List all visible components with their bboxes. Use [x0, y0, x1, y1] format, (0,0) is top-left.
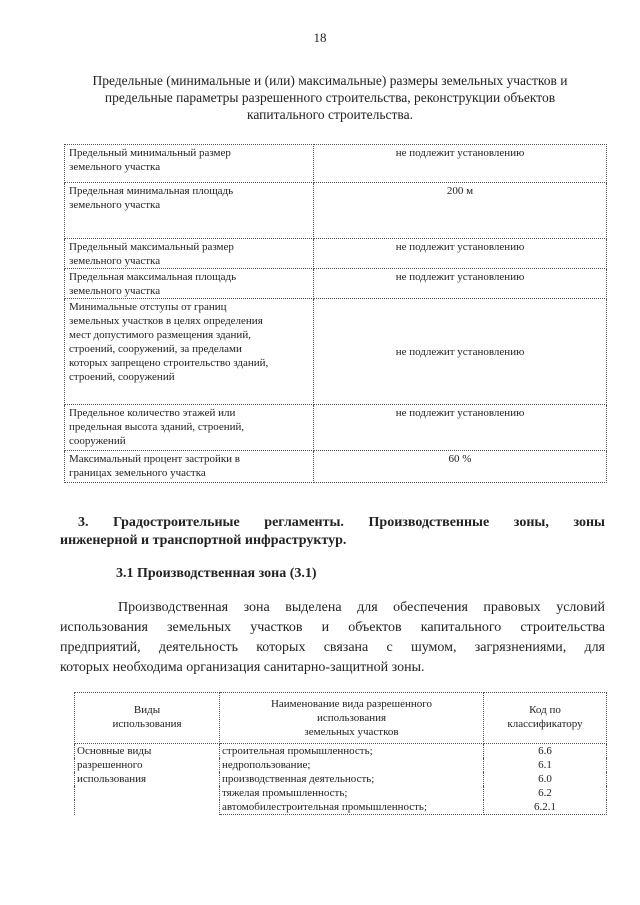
uses-table	[74, 692, 607, 815]
param-value: не подлежит установлению	[314, 145, 607, 183]
use-code: 6.6	[484, 744, 607, 759]
use-code: 6.2.1	[484, 800, 607, 815]
param-label: Предельное количество этажей или предельная высота зданий, строений, сооружений	[65, 405, 314, 451]
use-name: автомобилестроительная промышленность;	[220, 800, 484, 815]
table-row	[75, 744, 607, 759]
section-3-title-cont: инженерной и транспортной инфраструктур.	[60, 533, 347, 548]
table-row	[65, 145, 607, 183]
table-row	[65, 405, 607, 451]
use-name: тяжелая промышленность;	[220, 786, 484, 800]
use-name: производственная деятельность;	[220, 772, 484, 786]
param-value: 60 %	[314, 451, 607, 483]
param-value: не подлежит установлению	[314, 299, 607, 405]
subsection-3-1-title: 3.1 Производственная зона (3.1)	[116, 566, 317, 581]
param-label: Предельный минимальный размер земельного участка	[65, 145, 314, 183]
paragraph-line: использования земельных участков и объектов капитального строительства	[60, 620, 605, 635]
heading-line: предельные параметры разрешенного строительства, реконструкции объектов	[104, 90, 556, 105]
paragraph-line: Производственная зона выделена для обеспечения правовых условий	[118, 600, 605, 615]
group-label: Основные виды разрешенного использования	[75, 744, 220, 815]
table-row	[65, 183, 607, 239]
param-value: не подлежит установлению	[314, 405, 607, 451]
heading-line: Предельные (минимальные и (или) максимальные) размеры земельных участков и	[92, 73, 568, 88]
header-code: Код по классификатору	[484, 693, 607, 744]
table-row	[65, 451, 607, 483]
page-number: 18	[313, 30, 327, 45]
use-code: 6.1	[484, 758, 607, 772]
table-header-row	[75, 693, 607, 744]
header-uses: Виды использования	[75, 693, 220, 744]
header-use-name: Наименование вида разрешенного использования земельных участков	[220, 693, 484, 744]
heading-line: капитального строительства.	[246, 107, 413, 122]
use-code: 6.0	[484, 772, 607, 786]
paragraph-line: которых необходима организация санитарно-защитной зоны.	[60, 660, 425, 675]
param-value: не подлежит установлению	[314, 239, 607, 269]
section-3-title: 3. Градостроительные регламенты. Производственные зоны, зоны	[78, 515, 605, 530]
param-label: Предельный максимальный размер земельного участка	[65, 239, 314, 269]
params-heading	[60, 72, 600, 123]
use-name: строительная промышленность;	[220, 744, 484, 759]
param-value: 200 м	[314, 183, 607, 239]
use-name: недропользование;	[220, 758, 484, 772]
table-row	[65, 239, 607, 269]
params-table	[64, 144, 607, 483]
param-label: Минимальные отступы от границ земельных участков в целях определения мест допустимого размещения зданий, строений, сооружений, за пределами которых запрещено строительство зданий, строений, сооружений	[65, 299, 314, 405]
param-label: Максимальный процент застройки в границах земельного участка	[65, 451, 314, 483]
use-code: 6.2	[484, 786, 607, 800]
table-row	[65, 299, 607, 405]
table-row	[65, 269, 607, 299]
zone-description	[60, 598, 605, 678]
param-label: Предельная минимальная площадь земельного участка	[65, 183, 314, 239]
paragraph-line: предприятий, деятельность которых связана с шумом, загрязнениями, для	[60, 640, 605, 655]
param-label: Предельная максимальная площадь земельного участка	[65, 269, 314, 299]
param-value: не подлежит установлению	[314, 269, 607, 299]
